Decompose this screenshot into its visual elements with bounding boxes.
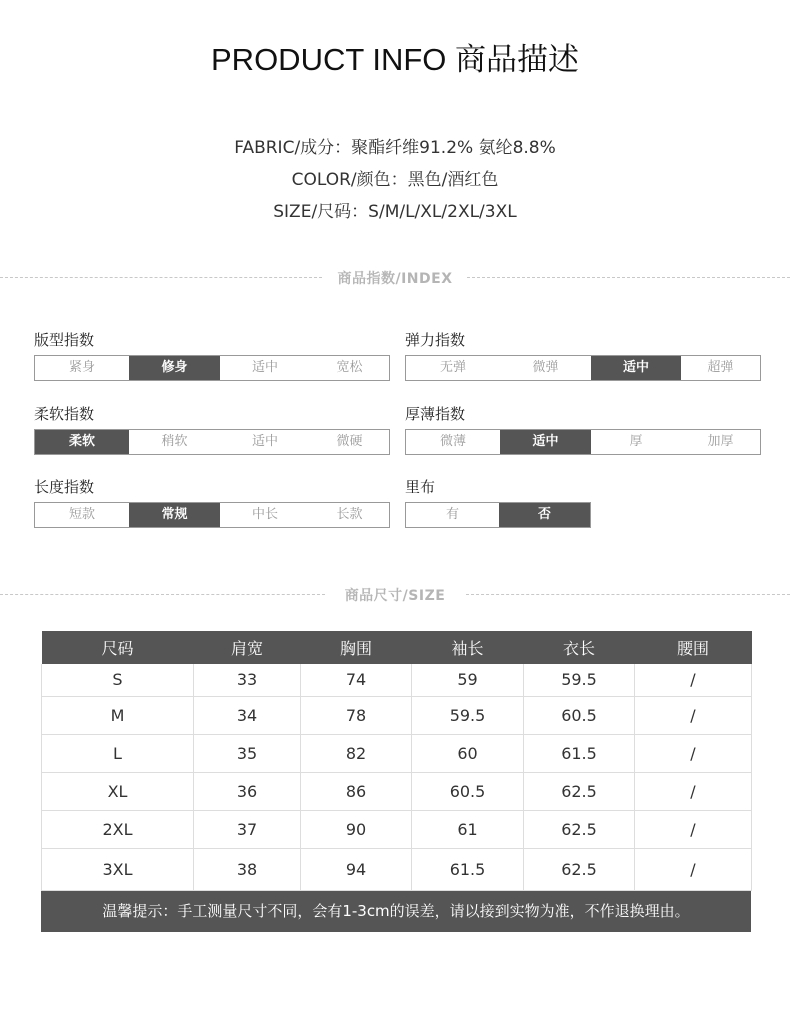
- index-option: 微硬: [336, 434, 363, 449]
- cell-shoulder: 38: [194, 848, 301, 890]
- index-scale: [34, 355, 390, 381]
- cell-length: 62.5: [524, 810, 635, 848]
- cell-shoulder: 33: [194, 664, 301, 696]
- measurement-note: 温馨提示：手工测量尺寸不同，会有1-3cm的误差，请以接到实物为准，不作退换理由。: [41, 891, 751, 932]
- header-shoulder: 肩宽: [194, 631, 301, 664]
- index-option-selected: 修身: [129, 356, 220, 380]
- index-option: 稍软: [161, 434, 188, 449]
- cell-bust: 74: [301, 664, 412, 696]
- table-row: [42, 664, 752, 696]
- index-option: 适中: [251, 434, 278, 449]
- index-option-selected: 常规: [129, 503, 220, 527]
- cell-bust: 86: [301, 772, 412, 810]
- cell-bust: 90: [301, 810, 412, 848]
- index-scale: [405, 355, 761, 381]
- header-length: 衣长: [524, 631, 635, 664]
- index-group: [405, 330, 759, 381]
- size-info: SIZE/尺码：S/M/L/XL/2XL/3XL: [273, 202, 517, 222]
- cell-shoulder: 36: [194, 772, 301, 810]
- index-name: 长度指数: [34, 478, 95, 496]
- index-option: 厚: [629, 434, 643, 449]
- table-row: [42, 696, 752, 734]
- cell-sleeve: 59.5: [412, 696, 524, 734]
- index-option: 无弹: [439, 360, 466, 375]
- header-waist: 腰围: [635, 631, 752, 664]
- size-table: [41, 631, 752, 891]
- index-option: 微弹: [532, 360, 559, 375]
- index-section-label: 商品指数/INDEX: [337, 271, 453, 287]
- cell-sleeve: 60.5: [412, 772, 524, 810]
- index-name: 弹力指数: [405, 331, 466, 349]
- index-option-selected: 适中: [500, 430, 591, 454]
- index-option: 紧身: [68, 360, 95, 375]
- cell-shoulder: 37: [194, 810, 301, 848]
- index-group: [34, 330, 388, 381]
- index-scale: [405, 502, 591, 528]
- size-table-header-row: [42, 631, 752, 664]
- cell-length: 60.5: [524, 696, 635, 734]
- cell-bust: 82: [301, 734, 412, 772]
- index-option-selected: 柔软: [35, 430, 129, 454]
- index-group: [34, 404, 388, 455]
- cell-size: 3XL: [42, 848, 194, 890]
- index-option: 加厚: [707, 434, 734, 449]
- index-name: 里布: [405, 478, 436, 496]
- size-section-label: 商品尺寸/SIZE: [344, 588, 446, 604]
- header-size: 尺码: [42, 631, 194, 664]
- index-option: 超弹: [707, 360, 734, 375]
- cell-size: S: [42, 664, 194, 696]
- header-bust: 胸围: [301, 631, 412, 664]
- cell-shoulder: 34: [194, 696, 301, 734]
- cell-length: 62.5: [524, 772, 635, 810]
- cell-sleeve: 59: [412, 664, 524, 696]
- index-option: 中长: [251, 507, 278, 522]
- fabric-info: FABRIC/成分：聚酯纤维91.2% 氨纶8.8%: [234, 138, 556, 158]
- cell-length: 61.5: [524, 734, 635, 772]
- size-section-divider: [0, 585, 790, 605]
- cell-length: 62.5: [524, 848, 635, 890]
- index-group: [34, 477, 388, 528]
- cell-size: XL: [42, 772, 194, 810]
- page-title: PRODUCT INFO 商品描述: [211, 42, 579, 77]
- index-option: 短款: [68, 507, 95, 522]
- table-row: [42, 772, 752, 810]
- header-sleeve: 袖长: [412, 631, 524, 664]
- index-group: [405, 477, 759, 528]
- cell-sleeve: 60: [412, 734, 524, 772]
- color-info: COLOR/颜色：黑色/酒红色: [291, 170, 499, 190]
- cell-waist: /: [635, 734, 752, 772]
- index-scale: [34, 502, 390, 528]
- table-row: [42, 734, 752, 772]
- cell-waist: /: [635, 664, 752, 696]
- index-name: 版型指数: [34, 331, 95, 349]
- cell-waist: /: [635, 772, 752, 810]
- cell-sleeve: 61: [412, 810, 524, 848]
- index-option: 微薄: [439, 434, 466, 449]
- cell-waist: /: [635, 810, 752, 848]
- cell-bust: 94: [301, 848, 412, 890]
- cell-shoulder: 35: [194, 734, 301, 772]
- index-option: 适中: [251, 360, 278, 375]
- index-option: 宽松: [336, 360, 363, 375]
- cell-size: M: [42, 696, 194, 734]
- index-option-selected: 适中: [591, 356, 681, 380]
- cell-size: L: [42, 734, 194, 772]
- table-row: [42, 810, 752, 848]
- index-group: [405, 404, 759, 455]
- cell-waist: /: [635, 848, 752, 890]
- index-scale: [34, 429, 390, 455]
- index-section-divider: [0, 268, 790, 288]
- index-scale: [405, 429, 761, 455]
- index-option-selected: 否: [499, 503, 590, 527]
- cell-length: 59.5: [524, 664, 635, 696]
- cell-sleeve: 61.5: [412, 848, 524, 890]
- index-name: 柔软指数: [34, 405, 95, 423]
- table-row: [42, 848, 752, 890]
- index-option: 有: [445, 507, 459, 522]
- index-option: 长款: [336, 507, 363, 522]
- cell-bust: 78: [301, 696, 412, 734]
- cell-size: 2XL: [42, 810, 194, 848]
- index-name: 厚薄指数: [405, 405, 466, 423]
- cell-waist: /: [635, 696, 752, 734]
